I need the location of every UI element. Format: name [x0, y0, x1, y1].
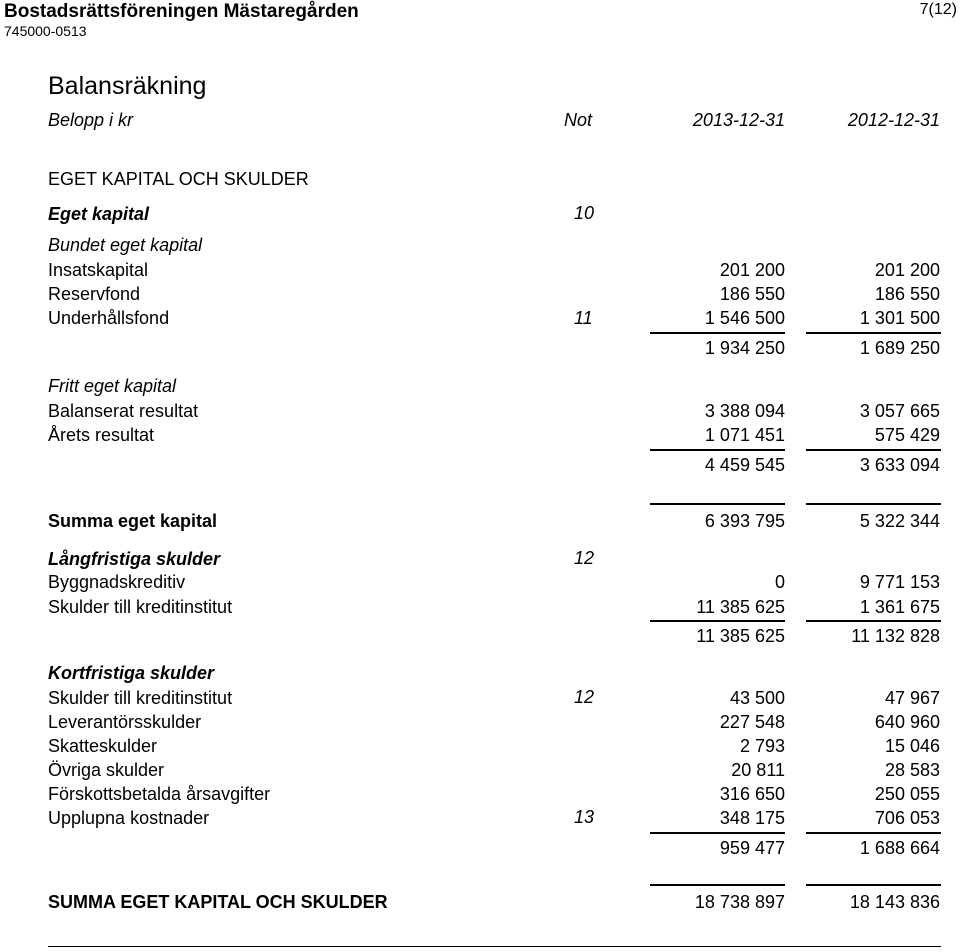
organization-name: Bostadsrättsföreningen Mästaregården	[4, 1, 359, 22]
total-2013: 6 393 795	[704, 511, 785, 531]
subtotal-2013: 11 385 625	[696, 626, 785, 646]
note-ref: 13	[574, 807, 595, 827]
subtotal-2012: 1 689 250	[859, 338, 940, 358]
subtotal-2013: 959 477	[719, 838, 785, 858]
row-value-2012: 250 055	[874, 784, 940, 804]
column-header-not: Not	[564, 110, 593, 130]
column-header-2012: 2012-12-31	[847, 110, 940, 130]
grand-total-2013: 18 738 897	[694, 892, 785, 912]
footer-rule	[48, 946, 941, 947]
row-value-2013: 186 550	[719, 284, 785, 304]
row-value-2012: 3 057 665	[859, 401, 940, 421]
row-label: Övriga skulder	[48, 760, 165, 780]
subheading-langfristiga: Långfristiga skulder	[48, 549, 221, 569]
subtotal-2012: 3 633 094	[859, 455, 940, 475]
total-overline	[650, 884, 785, 886]
sum-underline	[806, 620, 941, 622]
row-label: Underhållsfond	[48, 308, 170, 328]
row-value-2012: 575 429	[874, 425, 940, 445]
row-value-2012: 1 301 500	[859, 308, 940, 328]
row-label: Skatteskulder	[48, 736, 158, 756]
row-value-2013: 316 650	[719, 784, 785, 804]
column-header-label: Belopp i kr	[48, 110, 134, 130]
page-title: Balansräkning	[48, 72, 207, 100]
row-value-2013: 43 500	[729, 688, 785, 708]
row-value-2012: 186 550	[874, 284, 940, 304]
subtotal-2012: 1 688 664	[859, 838, 940, 858]
row-value-2013: 3 388 094	[704, 401, 785, 421]
row-value-2013: 2 793	[739, 736, 785, 756]
row-label: Upplupna kostnader	[48, 808, 210, 828]
sum-underline	[806, 332, 941, 334]
grand-total-label: SUMMA EGET KAPITAL OCH SKULDER	[48, 892, 388, 912]
subheading-bundet: Bundet eget kapital	[48, 235, 203, 255]
subtotal-2012: 11 132 828	[851, 626, 940, 646]
row-label: Skulder till kreditinstitut	[48, 597, 233, 617]
sum-underline	[650, 332, 785, 334]
row-value-2012: 201 200	[874, 260, 940, 280]
total-label: Summa eget kapital	[48, 511, 218, 531]
sum-underline	[650, 620, 785, 622]
sum-underline	[806, 449, 941, 451]
total-overline	[806, 503, 941, 505]
row-value-2012: 9 771 153	[859, 572, 940, 592]
row-value-2013: 11 385 625	[696, 597, 785, 617]
grand-total-2012: 18 143 836	[849, 892, 940, 912]
total-2012: 5 322 344	[859, 511, 940, 531]
note-ref: 10	[574, 203, 595, 223]
row-value-2012: 47 967	[884, 688, 940, 708]
row-label: Balanserat resultat	[48, 401, 199, 421]
row-value-2012: 28 583	[884, 760, 940, 780]
row-label: Insatskapital	[48, 260, 149, 280]
row-value-2012: 706 053	[874, 808, 940, 828]
note-ref: 12	[574, 548, 595, 568]
row-label: Årets resultat	[48, 425, 155, 445]
row-label: Leverantörsskulder	[48, 712, 202, 732]
sum-underline	[650, 832, 785, 834]
row-label: Förskottsbetalda årsavgifter	[48, 784, 271, 804]
row-value-2013: 227 548	[719, 712, 785, 732]
total-overline	[806, 884, 941, 886]
row-value-2013: 348 175	[719, 808, 785, 828]
subheading-fritt: Fritt eget kapital	[48, 376, 177, 396]
subheading-kortfristiga: Kortfristiga skulder	[48, 663, 215, 683]
row-label: Reservfond	[48, 284, 141, 304]
row-value-2013: 20 811	[731, 760, 785, 780]
row-label: Byggnadskreditiv	[48, 572, 186, 592]
total-overline	[650, 503, 785, 505]
row-value-2013: 1 071 451	[704, 425, 785, 445]
row-value-2012: 1 361 675	[859, 597, 940, 617]
row-value-2012: 640 960	[874, 712, 940, 732]
page-number: 7(12)	[919, 1, 957, 18]
note-ref: 11	[574, 308, 593, 328]
row-value-2012: 15 046	[884, 736, 940, 756]
subheading-eget-kapital: Eget kapital	[48, 204, 150, 224]
sum-underline	[806, 832, 941, 834]
subtotal-2013: 1 934 250	[704, 338, 785, 358]
row-value-2013: 201 200	[719, 260, 785, 280]
row-value-2013: 1 546 500	[704, 308, 785, 328]
note-ref: 12	[574, 687, 595, 707]
column-header-2013: 2013-12-31	[692, 110, 785, 130]
section-heading: EGET KAPITAL OCH SKULDER	[48, 169, 309, 189]
subtotal-2013: 4 459 545	[704, 455, 785, 475]
row-value-2013: 0	[774, 572, 785, 592]
sum-underline	[650, 449, 785, 451]
row-label: Skulder till kreditinstitut	[48, 688, 233, 708]
organization-number: 745000-0513	[4, 23, 87, 39]
